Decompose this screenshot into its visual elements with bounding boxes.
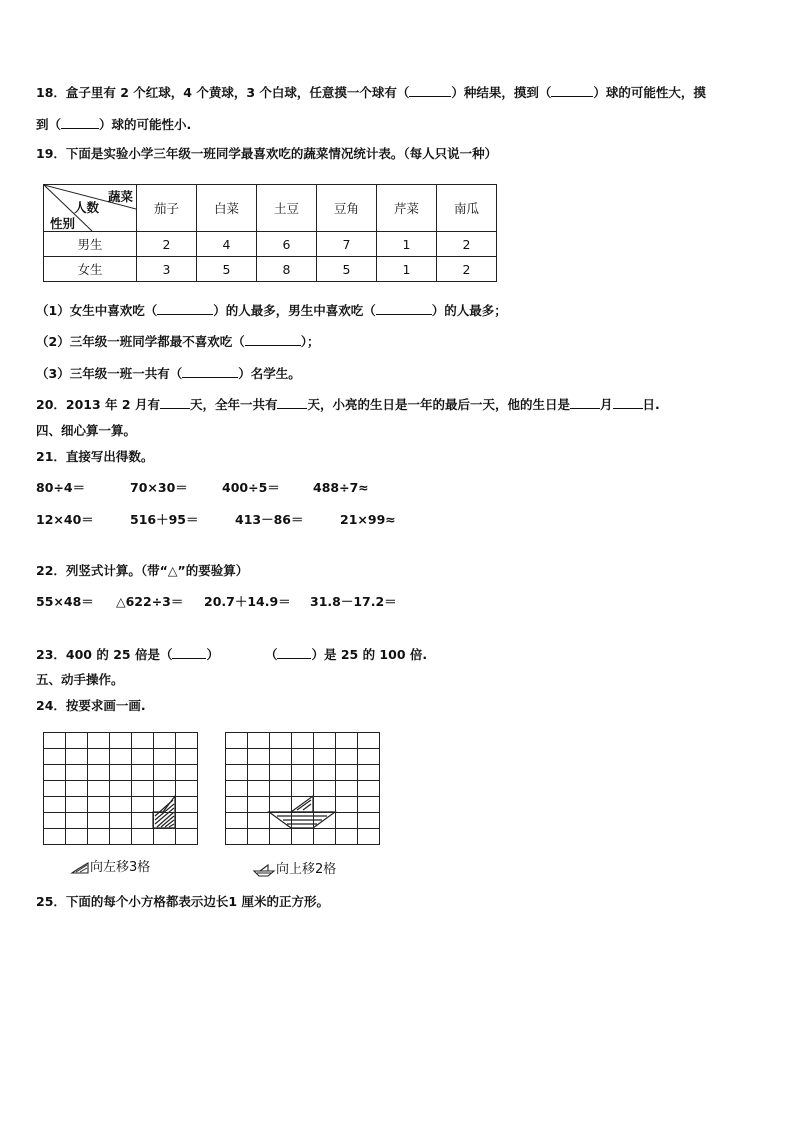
q19-sub1-text-c: ）的人最多； [431,303,507,318]
q19-sub2 [36,333,319,350]
q20-blank-days-year[interactable] [277,396,307,409]
q18-text-e: ）球的可能性小. [99,117,192,132]
grid-right-caption [252,858,336,877]
q20-blank-days-feb[interactable] [160,396,190,409]
q20-text-c: 天，小亮的生日是一年的最后一天，他的生日是 [307,397,570,412]
q20-blank-month[interactable] [570,396,600,409]
q21-item: 21×99≈ [340,512,396,527]
table-cell: 8 [257,257,317,282]
shape-icon [252,863,276,877]
q19-sub2-text-a: （2）三年级一班同学都最不喜欢吃（ [36,334,245,349]
table-cell: 3 [137,257,197,282]
q20-text-d: 月 [599,397,613,412]
q19-sub2-blank[interactable] [245,333,301,346]
q23-text-a: 23．400 的 25 倍是（ [36,647,173,662]
q23-text-b: ） [206,647,219,662]
q20-blank-day[interactable] [613,396,643,409]
q21-item: 516＋95＝ [130,512,199,527]
q22-item: △622÷3＝ [116,594,184,609]
q22-item: 55×48＝ [36,594,94,609]
q18-text-b: ）种结果，摸到（ [451,85,552,100]
q18-line1 [36,84,706,101]
header-gender: 性别 [50,216,76,231]
table-header-row [44,185,497,232]
q19-sub3-text-b: ）名学生。 [238,366,301,381]
grid-right [225,732,381,851]
shape-icon [70,861,90,875]
q18-blank-3[interactable] [61,116,99,129]
section-5-heading: 五、动手操作。 [36,672,124,687]
q20-line [36,396,660,413]
table-cell: 6 [257,232,317,257]
q23-blank-2[interactable] [277,646,311,659]
q21-item: 70×30＝ [130,480,188,495]
section-4-heading: 四、细心算一算。 [36,423,137,438]
caption-right-text: 向上移2格 [276,862,337,877]
q23-blank-1[interactable] [172,646,206,659]
q19-title: 19．下面是实验小学三年级一班同学最喜欢吃的蔬菜情况统计表。（每人只说一种） [36,146,498,161]
col-header-celery: 芹菜 [377,185,437,232]
caption-left-text: 向左移3格 [90,860,151,875]
q21-item: 488÷7≈ [313,480,369,495]
table-cell: 1 [377,257,437,282]
q18-text-a: 18．盒子里有 2 个红球，4 个黄球，3 个白球，任意摸一个球有（ [36,85,410,100]
table-cell: 2 [437,257,497,282]
q19-sub1 [36,302,507,319]
grid-left-caption [70,856,150,875]
q25-title: 25．下面的每个小方格都表示边长1 厘米的正方形。 [36,894,329,909]
q21-title: 21．直接写出得数。 [36,449,154,464]
q19-sub1-blank-2[interactable] [376,302,432,315]
row-label-girls: 女生 [44,257,137,282]
header-vegetable: 蔬菜 [107,189,133,204]
row-label-boys: 男生 [44,232,137,257]
q19-sub3-text-a: （3）三年级一班一共有（ [36,366,183,381]
table-cell: 5 [317,257,377,282]
grid-right-drawing [225,732,381,847]
q19-sub1-text-a: （1）女生中喜欢吃（ [36,303,158,318]
q19-sub2-text-b: ）； [300,334,320,349]
table-cell: 2 [137,232,197,257]
grid-left-drawing [43,732,199,847]
table-cell: 7 [317,232,377,257]
q18-line2 [36,116,191,133]
shape-right [269,796,335,828]
col-header-cabbage: 白菜 [197,185,257,232]
table-cell: 2 [437,232,497,257]
table-cell: 4 [197,232,257,257]
q19-sub3-blank[interactable] [182,365,238,378]
vegetable-table [43,184,497,282]
q20-text-b: 天，全年一共有 [189,397,278,412]
q21-item: 12×40＝ [36,512,94,527]
col-header-pumpkin: 南瓜 [437,185,497,232]
q23-line [36,646,427,663]
q24-title: 24．按要求画一画. [36,698,146,713]
q19-sub1-blank-1[interactable] [157,302,213,315]
col-header-eggplant: 茄子 [137,185,197,232]
header-count: 人数 [74,200,100,215]
q18-blank-1[interactable] [409,84,451,97]
col-header-bean: 豆角 [317,185,377,232]
q20-text-e: 日. [642,397,660,412]
q23-text-d: ）是 25 的 100 倍. [311,647,428,662]
q19-sub3 [36,365,301,382]
q21-item: 400÷5＝ [222,480,280,495]
table-cell: 1 [377,232,437,257]
table-row [44,232,497,257]
q21-item: 413－86＝ [235,512,304,527]
q23-text-c: （ [264,647,278,662]
q22-item: 31.8－17.2＝ [310,594,397,609]
grid-left [43,732,199,851]
q21-item: 80÷4＝ [36,480,86,495]
q18-text-d: 到（ [36,117,62,132]
q22-item: 20.7＋14.9＝ [204,594,291,609]
q20-text-a: 20．2013 年 2 月有 [36,397,160,412]
col-header-potato: 土豆 [257,185,317,232]
q18-blank-2[interactable] [551,84,593,97]
q22-title: 22．列竖式计算。（带“△”的要验算） [36,563,249,578]
table-diagonal-header [44,185,137,232]
table-row [44,257,497,282]
q18-text-c: ）球的可能性大，摸 [593,85,706,100]
table-cell: 5 [197,257,257,282]
q19-sub1-text-b: ）的人最多，男生中喜欢吃（ [213,303,376,318]
